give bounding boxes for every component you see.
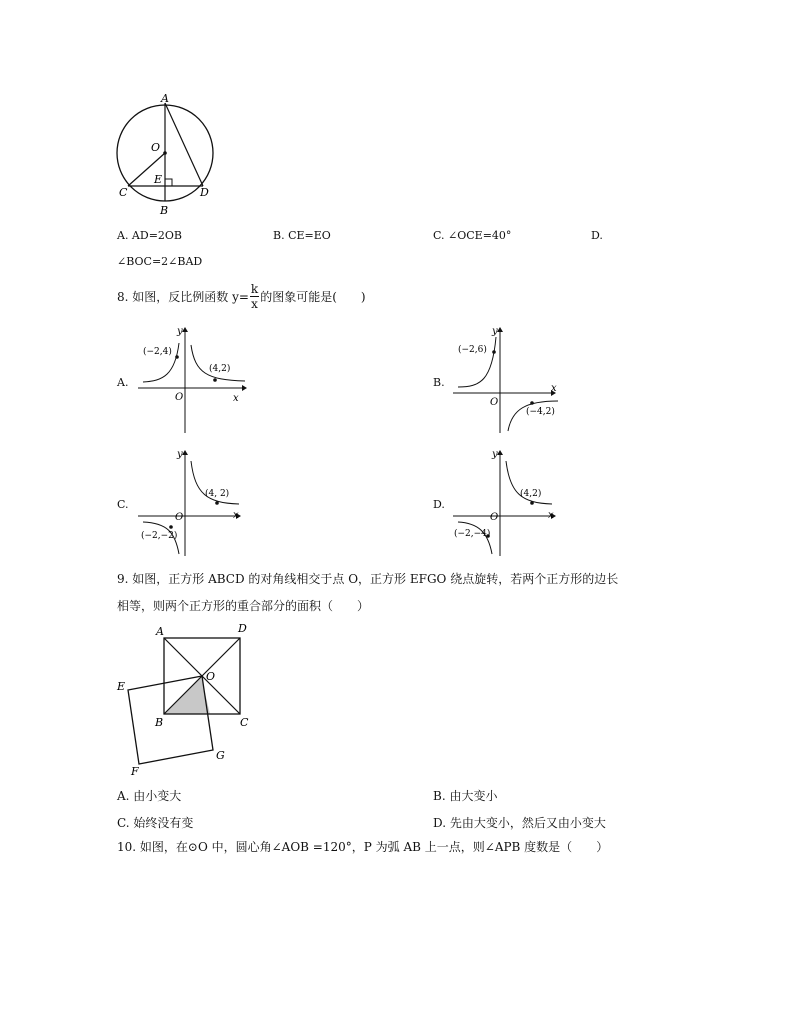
q8-stem xyxy=(117,282,366,311)
q9-stem-line2: 相等，则两个正方形的重合部分的面积（ ） xyxy=(117,599,370,613)
q7-option-d: D. xyxy=(591,229,603,242)
q8-option-a-letter: A. xyxy=(117,376,129,389)
q8c-origin: O xyxy=(175,512,184,523)
q8-fraction xyxy=(250,282,259,311)
q8d-point2: (−2,−4) xyxy=(454,529,491,539)
q8c-point1: (4, 2) xyxy=(205,489,230,499)
q7-circle-figure xyxy=(110,90,220,220)
q9-label-f: F xyxy=(131,765,139,778)
q9-option-d: D. 先由大变小，然后又由小变大 xyxy=(433,816,606,830)
q8a-point2: (4,2) xyxy=(209,364,231,374)
q9-squares-figure xyxy=(110,618,260,780)
q9-label-g: G xyxy=(216,749,225,762)
q8b-point1: (−2,6) xyxy=(458,345,487,355)
q8d-x-label: x xyxy=(548,510,554,521)
q8-frac-den: x xyxy=(251,297,258,311)
q9-option-b: B. 由大变小 xyxy=(433,789,498,803)
q8b-y-label: y xyxy=(492,326,498,337)
q7-label-a: A xyxy=(161,92,169,105)
q8d-point1: (4,2) xyxy=(520,489,542,499)
q8-graph-b xyxy=(450,325,565,437)
q8c-x-label: x xyxy=(233,510,239,521)
q10-stem: 10. 如图，在⊙O 中，圆心角∠AOB =120°，P 为弧 AB 上一点，则∠APB 度数是（ ） xyxy=(117,840,609,854)
q8d-y-label: y xyxy=(492,449,498,460)
q7-label-o: O xyxy=(151,141,161,154)
q8-graph-a xyxy=(135,325,250,437)
q9-label-d: D xyxy=(238,622,247,635)
q8-option-c-letter: C. xyxy=(117,498,129,511)
q8b-x-label: x xyxy=(551,383,557,394)
q7-label-b: B xyxy=(160,204,169,217)
q7-label-e: E xyxy=(154,173,163,186)
q8b-origin: O xyxy=(490,397,499,408)
q7-label-d: D xyxy=(200,186,209,199)
q7-label-c: C xyxy=(119,186,128,199)
q8-graph-c xyxy=(135,448,250,560)
q9-label-b: B xyxy=(155,716,164,729)
q9-label-e: E xyxy=(117,680,126,693)
q8-option-d-letter: D. xyxy=(433,498,445,511)
q8d-origin: O xyxy=(490,512,499,523)
q8c-point2: (−2,−2) xyxy=(141,531,178,541)
q8a-x-label: x xyxy=(233,393,239,404)
q9-stem-line1: 9. 如图，正方形 ABCD 的对角线相交于点 O，正方形 EFGO 绕点旋转，若两个正方形的边长 xyxy=(117,572,619,586)
q7-option-d-content: ∠BOC=2∠BAD xyxy=(117,255,203,268)
q9-option-c: C. 始终没有变 xyxy=(117,816,194,830)
q8a-origin: O xyxy=(175,392,184,403)
q9-label-c: C xyxy=(240,716,249,729)
q8b-point2: (−4,2) xyxy=(526,407,555,417)
q8a-point1: (−2,4) xyxy=(143,347,172,357)
q7-option-c: C. ∠OCE=40° xyxy=(433,229,512,242)
q8-graph-d xyxy=(450,448,565,560)
q8-stem-before: 8. 如图，反比例函数 y= xyxy=(117,289,249,304)
q8a-y-label: y xyxy=(177,326,183,337)
q9-option-a: A. 由小变大 xyxy=(117,789,182,803)
q8c-y-label: y xyxy=(177,449,183,460)
q8-stem-after: 的图象可能是( ) xyxy=(260,289,366,304)
q8-option-b-letter: B. xyxy=(433,376,445,389)
q8-frac-num: k xyxy=(250,282,259,296)
q7-option-a: A. AD=2OB xyxy=(117,229,183,242)
q9-label-a: A xyxy=(156,625,164,638)
q9-label-o: O xyxy=(206,670,216,683)
q7-option-b: B. CE=EO xyxy=(273,229,331,242)
